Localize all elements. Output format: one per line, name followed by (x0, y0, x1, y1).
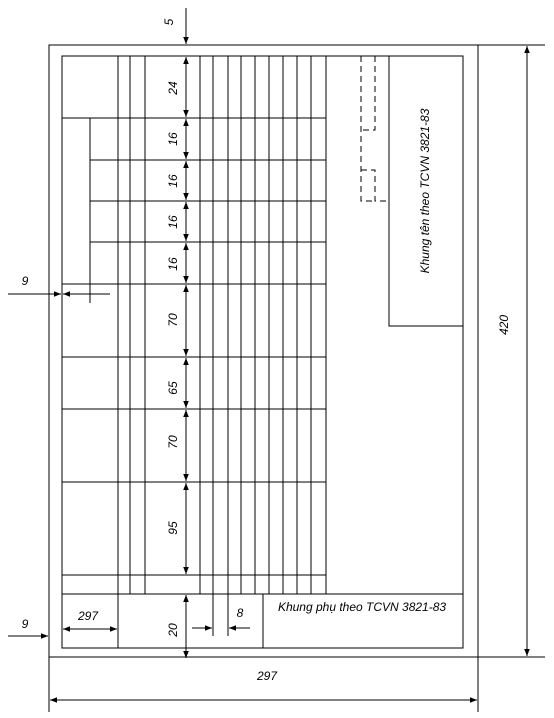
column-width-dimension (192, 594, 250, 636)
bottom-left-margin-dimension (8, 617, 48, 636)
dim-sheet-width: 297 (256, 669, 278, 683)
row-dimension-labels (166, 81, 180, 638)
sheet-width-dimension (50, 669, 477, 700)
drawing-frame (62, 56, 463, 648)
aux-block-label: Khung phụ theo TCVN 3821-83 (277, 600, 447, 614)
sheet-border (49, 45, 478, 657)
top-margin-dimension (162, 8, 186, 44)
dim-column-width: 8 (236, 606, 244, 620)
dim-row-8: 70 (166, 435, 181, 449)
dim-row-2: 16 (166, 132, 181, 146)
title-block-label: Khung tên theo TCVN 3821-83 (418, 108, 433, 274)
dim-left-margin: 9 (21, 274, 29, 288)
dim-row-3: 16 (166, 174, 181, 188)
dim-bottom-left-margin: 9 (21, 617, 29, 631)
dim-row-4: 16 (166, 215, 181, 229)
dim-row-1: 24 (166, 81, 181, 95)
column-table-vertical-lines (90, 56, 326, 648)
sheet-height-dimension (497, 46, 527, 656)
column-table-horizontal-lines (62, 118, 463, 594)
dim-row-5: 16 (166, 257, 181, 271)
dim-row-6: 70 (166, 313, 181, 327)
dim-bottom-row: 20 (166, 623, 181, 637)
title-block-dashed-outline (361, 56, 389, 201)
left-margin-dimension (8, 274, 110, 303)
dim-bottom-left-width: 297 (77, 609, 99, 623)
dim-sheet-height: 420 (497, 314, 512, 336)
dim-top-margin: 5 (162, 18, 177, 26)
dim-row-7: 65 (166, 381, 181, 395)
bottom-left-width-dimension (63, 609, 117, 629)
dim-row-9: 95 (166, 521, 181, 535)
